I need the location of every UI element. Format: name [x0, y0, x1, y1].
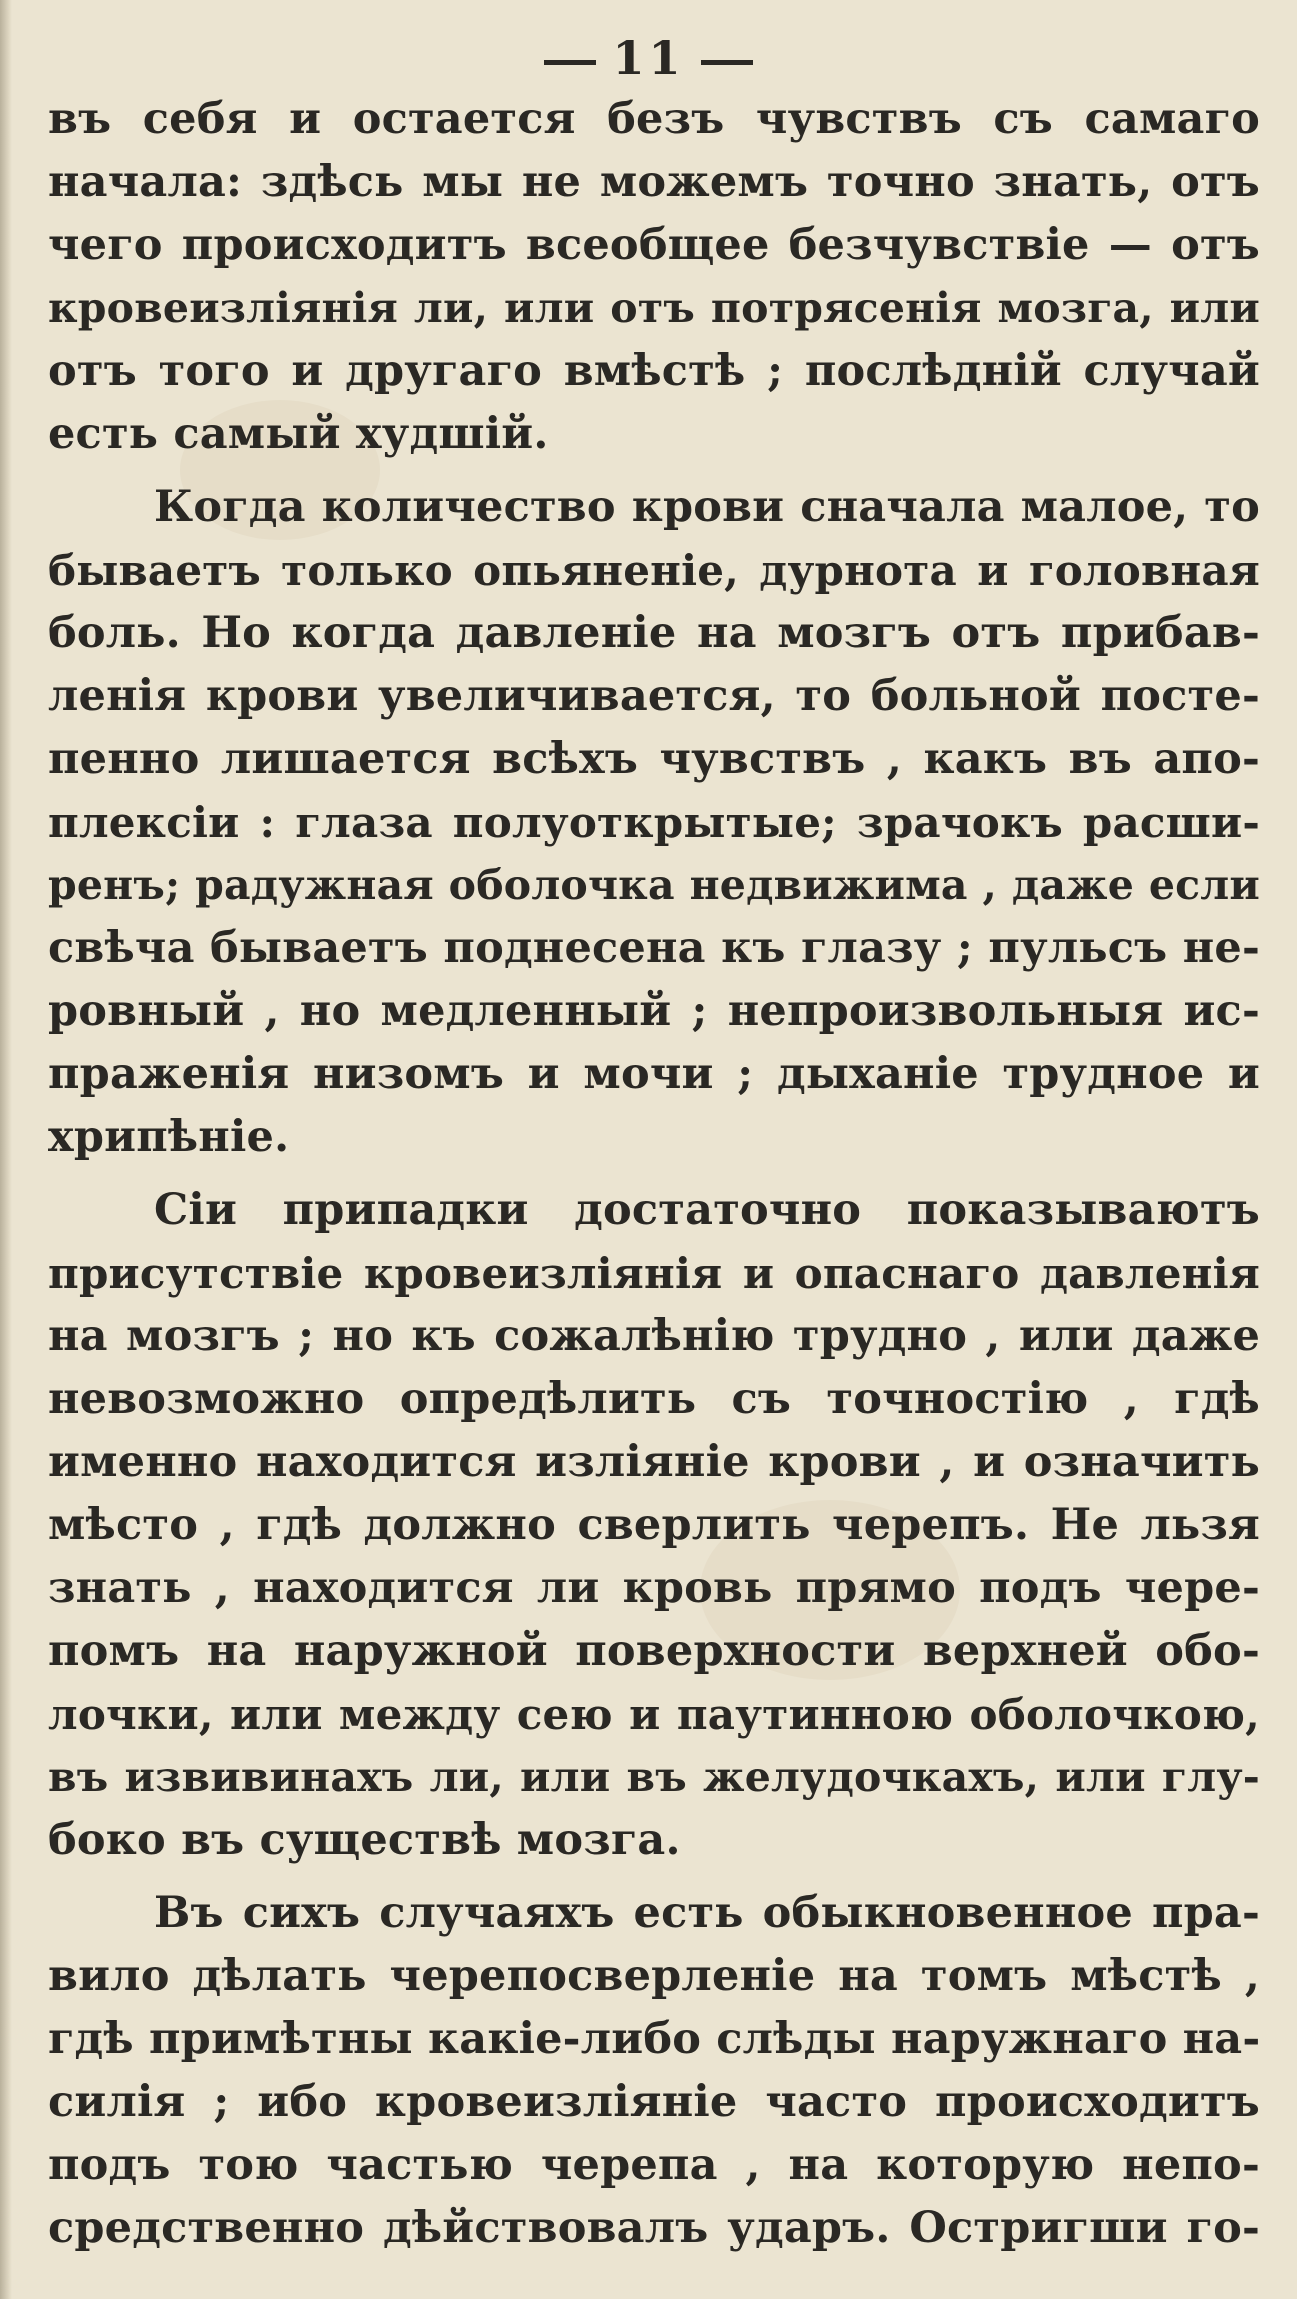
- text-line: Когда количество крови сначала малое, то: [154, 482, 1260, 532]
- paragraph: [48, 1882, 1260, 2260]
- text-line: боль. Но когда давленіе на мозгъ отъ прибав-: [48, 608, 1260, 658]
- body-text: [48, 88, 1260, 2260]
- text-line: бываетъ только опьяненіе, дурнота и головная: [48, 546, 1260, 595]
- text-line: начала: здѣсь мы не можемъ точно знать, отъ: [48, 157, 1260, 207]
- text-line: невозможно опредѣлить съ точностію , гдѣ: [48, 1374, 1260, 1424]
- text-line: хрипѣніе.: [48, 1112, 290, 1162]
- text-line: вило дѣлать черепосверленіе на томъ мѣстѣ ,: [48, 1951, 1260, 2001]
- header-rule-left: [544, 60, 596, 65]
- paragraph: [48, 476, 1260, 1169]
- text-line: на мозгъ ; но къ сожалѣнію трудно , или даже: [48, 1311, 1260, 1361]
- text-line: ленія крови увеличивается, то больной посте-: [48, 671, 1260, 721]
- text-line: въ извивинахъ ли, или въ желудочкахъ, или глу-: [48, 1753, 1260, 1801]
- text-line: помъ на наружной поверхности верхней обо-: [48, 1626, 1260, 1676]
- text-line: гдѣ примѣтны какіе-либо слѣды наружнаго на-: [48, 2014, 1260, 2064]
- text-line: присутствіе кровеизліянія и опаснаго давленія: [48, 1249, 1260, 1298]
- text-line: боко въ существѣ мозга.: [48, 1815, 681, 1865]
- text-line: мѣсто , гдѣ должно сверлить черепъ. Не льзя: [48, 1500, 1260, 1550]
- text-line: есть самый худшій.: [48, 409, 549, 459]
- text-line: ренъ; радужная оболочка недвижима , даже если: [48, 861, 1260, 909]
- text-line: именно находится изліяніе крови , и означить: [48, 1437, 1260, 1487]
- text-line: силія ; ибо кровеизліяніе часто происходитъ: [48, 2077, 1260, 2127]
- text-line: въ себя и остается безъ чувствъ съ самаго: [48, 94, 1260, 144]
- text-line: знать , находится ли кровь прямо подъ чере-: [48, 1563, 1260, 1613]
- binding-edge: [0, 0, 12, 2299]
- text-line: праженія низомъ и мочи ; дыханіе трудное и: [48, 1049, 1260, 1099]
- page-number-header: [0, 30, 1297, 86]
- page-number: 11: [612, 31, 685, 85]
- text-line: кровеизліянія ли, или отъ потрясенія мозга, или: [48, 284, 1260, 332]
- text-line: свѣча бываетъ поднесена къ глазу ; пульсъ не-: [48, 923, 1260, 973]
- text-line: Сіи припадки достаточно показываютъ: [154, 1185, 1260, 1235]
- paragraph: [48, 88, 1260, 466]
- paragraph: [48, 1179, 1260, 1872]
- text-line: подъ тою частью черепа , на которую непо-: [48, 2140, 1260, 2190]
- text-line: пенно лишается всѣхъ чувствъ , какъ въ апо-: [48, 734, 1260, 784]
- text-line: лочки, или между сею и паутинною оболочкою,: [48, 1690, 1260, 1739]
- text-line: средственно дѣйствовалъ ударъ. Остригши го-: [48, 2203, 1260, 2253]
- text-line: Въ сихъ случаяхъ есть обыкновенное пра-: [154, 1888, 1260, 1938]
- text-line: плексіи : глаза полуоткрытые; зрачокъ расши-: [48, 798, 1260, 847]
- text-line: отъ того и другаго вмѣстѣ ; послѣдній случай: [48, 346, 1260, 396]
- header-rule-right: [701, 60, 753, 65]
- text-line: чего происходитъ всеобщее безчувствіе — отъ: [48, 220, 1260, 270]
- text-line: ровный , но медленный ; непроизвольныя ис-: [48, 986, 1260, 1036]
